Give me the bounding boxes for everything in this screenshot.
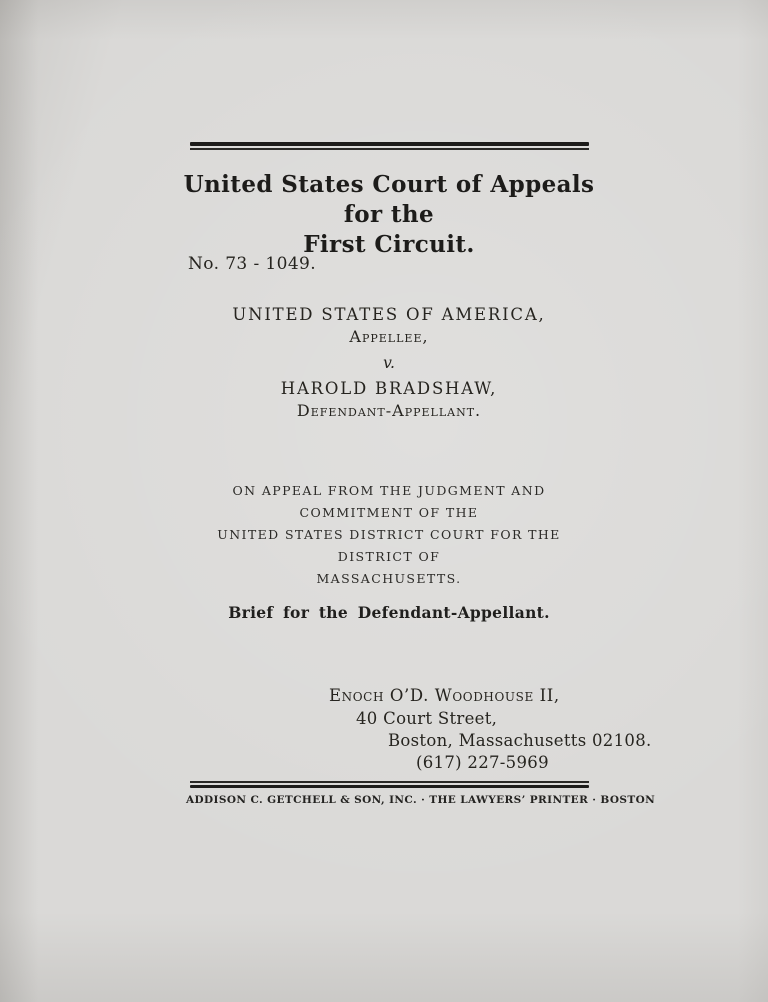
court-title-line1: United States Court of Appeals for the [183,171,595,228]
counsel-name: Enoch O’D. Woodhouse II, [329,686,560,705]
appellant-role: Defendant-Appellant. [296,401,482,420]
versus-marker: v. [383,354,395,372]
counsel-phone: (617) 227-5969 [416,753,549,772]
bottom-rule-thin-bar [190,781,589,783]
top-rule-thick-bar [190,142,589,146]
appellee-role: Appellee, [349,327,429,346]
bottom-rule-thick-bar [190,785,589,789]
appeal-statement-line3: MASSACHUSETTS. [316,571,462,586]
appellant-name: HAROLD BRADSHAW, [280,379,498,398]
case-caption [186,305,592,421]
printer-imprint: ADDISON C. GETCHELL & SON, INC. · THE LAWYERS’ PRINTER · BOSTON [186,794,656,806]
docket-number: No. 73 - 1049. [188,254,317,274]
appeal-statement [186,480,592,590]
court-title-line2: First Circuit. [303,231,475,258]
brief-title: Brief for the Defendant-Appellant. [228,603,550,622]
counsel-address-city: Boston, Massachusetts 02108. [388,731,652,750]
appellee-name: UNITED STATES OF AMERICA, [232,305,546,324]
bottom-double-rule [190,781,589,788]
court-title [182,170,596,260]
counsel-address-street: 40 Court Street, [356,709,498,728]
top-double-rule [190,142,589,150]
appeal-statement-line2: UNITED STATES DISTRICT COURT FOR THE DISTRICT OF [217,527,561,564]
appeal-statement-line1: ON APPEAL FROM THE JUDGMENT AND COMMITMENT OF THE [232,483,546,520]
top-rule-thin-bar [190,148,589,150]
